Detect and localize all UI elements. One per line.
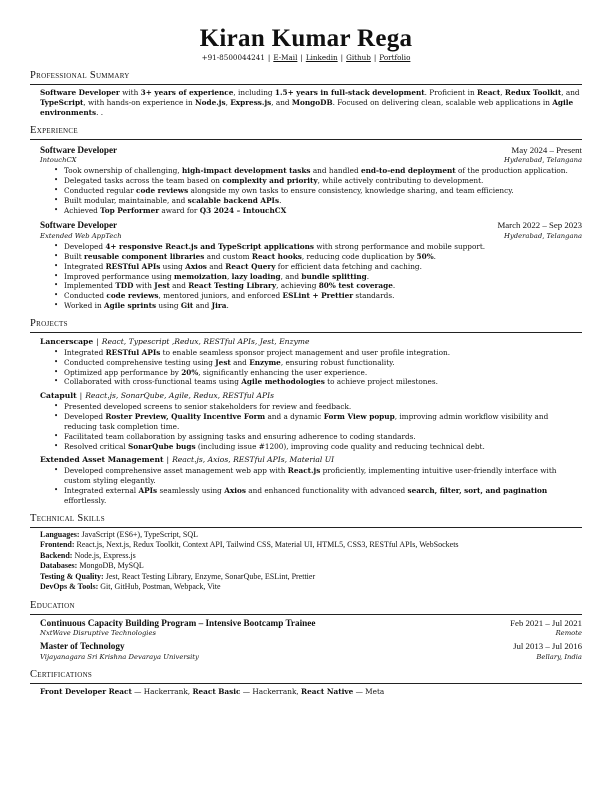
bold-text: React.js — [287, 466, 321, 476]
bullet-item — [54, 466, 582, 486]
skill-line — [40, 572, 582, 583]
bullet-list — [40, 466, 582, 505]
skill-line — [40, 530, 582, 541]
bold-text: Top Performer — [100, 205, 160, 215]
bullet-item — [54, 377, 582, 387]
bullet-item — [54, 281, 582, 291]
bullet-list — [40, 242, 582, 311]
bullet-item — [54, 402, 582, 412]
education-location: Bellary, India — [536, 653, 582, 661]
certifications-text — [30, 687, 582, 697]
education-subheader — [40, 629, 582, 638]
text-run: , mentored juniors, and enforced — [158, 291, 283, 301]
text-run: , — [500, 87, 505, 97]
bold-text: 20% — [181, 367, 199, 377]
education-location: Remote — [555, 629, 582, 638]
job-role: Software Developer — [40, 144, 118, 155]
section-title-summary: Professional Summary — [30, 69, 582, 85]
bold-text: Git — [180, 301, 194, 311]
bullet-list — [40, 166, 582, 215]
contact-separator: | — [300, 53, 303, 63]
text-run: using — [160, 261, 186, 271]
bold-text: lazy loading — [231, 271, 281, 281]
text-run: , including — [233, 87, 275, 97]
bold-text: Software Developer — [40, 87, 120, 97]
bold-text: ESLint + Prettier — [282, 291, 354, 301]
project-tech-stack: React.js, SonarQube, Agile, Redux, RESTful APIs — [85, 391, 275, 401]
bullet-list — [40, 402, 582, 451]
text-run: . — [392, 281, 396, 291]
bold-text: Redux Toolkit — [504, 87, 562, 97]
text-run: and enhanced functionality with advanced — [245, 486, 408, 496]
bold-text: code reviews — [136, 185, 189, 195]
skill-line — [40, 540, 582, 551]
skill-label: Frontend: — [40, 540, 75, 550]
bold-text: high-impact development tasks — [182, 166, 311, 176]
text-run: to enable seamless sponsor project management and user profile integration. — [160, 347, 451, 357]
section-title-experience: Experience — [30, 124, 582, 140]
text-run: Conducted comprehensive testing using — [64, 357, 216, 367]
bold-text: React Native — [301, 686, 354, 696]
text-run: , significantly enhancing the user experience. — [198, 367, 368, 377]
bold-text: Enzyme — [249, 357, 281, 367]
job-date: March 2022 – Sep 2023 — [497, 220, 582, 231]
job-company: Extended Web AppTech — [40, 232, 122, 241]
project-header — [40, 391, 582, 401]
bold-text: Roster Preview, Quality Incentive Form — [105, 412, 266, 422]
text-run: Developed comprehensive asset management web app with — [64, 466, 288, 476]
bold-text: TypeScript — [40, 97, 84, 107]
bullet-item — [54, 412, 582, 432]
text-run: , while actively contributing to development. — [317, 176, 484, 186]
text-run: , reducing code duplication by — [301, 251, 417, 261]
skill-value: Jest, React Testing Library, Enzyme, SonarQube, ESLint, Prettier — [105, 571, 316, 581]
bullet-item — [54, 252, 582, 262]
bullet-item — [54, 368, 582, 378]
summary-text — [30, 88, 582, 118]
text-run: seamlessly using — [157, 486, 225, 496]
project-separator: | — [79, 391, 83, 401]
job-location: Hyderabad, Telangana — [504, 232, 582, 241]
bullet-item — [54, 486, 582, 506]
bold-text: 80% test coverage — [318, 281, 393, 291]
text-run: . . — [96, 107, 104, 117]
text-run: . — [279, 195, 282, 205]
project-name: Lancerscape — [40, 336, 94, 346]
job-header — [40, 144, 582, 157]
text-run: with — [119, 87, 141, 97]
text-run: standards. — [353, 291, 395, 301]
text-run: Integrated external — [64, 486, 139, 496]
bold-text: code reviews — [106, 291, 159, 301]
candidate-name: Kiran Kumar Rega — [199, 25, 413, 52]
text-run: Collaborated with cross-functional teams using — [64, 377, 242, 387]
project-tech-stack: React, Typescript ,Redux, RESTful APIs, Jest, Enzyme — [101, 336, 310, 346]
text-run: , with hands-on experience in — [83, 97, 195, 107]
bold-text: end-to-end deployment — [360, 166, 456, 176]
bold-text: scalable backend APIs — [187, 195, 280, 205]
education-list — [30, 617, 582, 662]
bold-text: React hooks — [251, 251, 302, 261]
text-run: . Proficient in — [424, 87, 477, 97]
section-title-education: Education — [30, 599, 582, 615]
bold-text: complexity and priority — [222, 176, 318, 186]
bold-text: Q3 2024 – IntouchCX — [199, 205, 287, 215]
bold-text: Jest — [154, 281, 170, 291]
bold-text: Agile environments — [40, 97, 574, 117]
text-run: Took ownership of challenging, — [64, 166, 182, 176]
text-run: — Hackerrank, — [131, 686, 193, 696]
text-run: , and — [280, 271, 302, 281]
text-run: of the production application. — [455, 166, 568, 176]
bold-text: 1.5+ years in full-stack development — [274, 87, 425, 97]
education-header — [40, 617, 582, 630]
skill-label: DevOps & Tools: — [40, 582, 99, 592]
bullet-item — [54, 358, 582, 368]
section-title-projects: Projects — [30, 317, 582, 333]
bold-text: React — [477, 87, 501, 97]
skill-label: Databases: — [40, 561, 78, 571]
contact-separator: | — [373, 53, 377, 63]
text-run: Presented developed screens to senior stakeholders for review and feedback. — [64, 402, 352, 412]
education-institution: Vijayanagara Sri Krishna Devaraya University — [40, 653, 199, 661]
bold-text: search, filter, sort, and pagination — [407, 486, 548, 496]
text-run: Developed — [64, 412, 106, 422]
portfolio-link[interactable]: Portfolio — [379, 53, 411, 63]
bold-text: 4+ responsive React.js and TypeScript applications — [105, 242, 315, 252]
text-run: effortlessly. — [64, 495, 107, 505]
experience-list — [30, 144, 582, 311]
bullet-item — [54, 166, 582, 176]
education-subheader — [40, 653, 582, 662]
education-header — [40, 640, 582, 653]
bullet-item — [54, 291, 582, 301]
bullet-item — [54, 186, 582, 196]
job-company: IntouchCX — [40, 156, 77, 165]
text-run: Developed — [64, 242, 106, 252]
text-run: Conducted regular — [64, 185, 137, 195]
text-run: , ensuring robust functionality. — [280, 357, 395, 367]
text-run: . Focused on delivering clean, scalable web applications in — [332, 97, 553, 107]
education-degree: Master of Technology — [40, 641, 125, 652]
projects-list — [30, 337, 582, 506]
bold-text: RESTful APIs — [105, 347, 161, 357]
bullet-list — [40, 348, 582, 387]
project-entry — [30, 391, 582, 451]
bold-text: memoization — [174, 271, 227, 281]
project-entry — [30, 455, 582, 505]
text-run: and — [169, 281, 189, 291]
project-separator: | — [166, 455, 170, 465]
text-run: (including issue #1200), improving code quality and reducing technical debt. — [195, 441, 485, 451]
project-header — [40, 337, 582, 347]
skill-value: Node.js, Express.js — [74, 550, 136, 560]
education-date: Jul 2013 – Jul 2016 — [513, 641, 582, 652]
contact-line — [30, 53, 582, 63]
text-run: Integrated — [64, 261, 106, 271]
text-run: award for — [159, 205, 200, 215]
text-run: , — [225, 97, 231, 107]
project-entry — [30, 337, 582, 387]
text-run: Built modular, maintainable, and — [64, 195, 188, 205]
skill-value: JavaScript (ES6+), TypeScript, SQL — [81, 529, 199, 539]
bold-text: bundle splitting — [301, 271, 367, 281]
text-run: , — [226, 271, 232, 281]
text-run: to achieve project milestones. — [324, 377, 438, 387]
text-run: with strong performance and mobile support. — [314, 242, 486, 252]
bold-text: React Testing Library — [188, 281, 277, 291]
bullet-item — [54, 272, 582, 282]
bold-text: Front Developer React — [40, 686, 132, 696]
job-entry — [30, 144, 582, 216]
skill-label: Backend: — [40, 550, 73, 560]
bold-text: 50% — [416, 251, 434, 261]
skill-label: Languages: — [40, 529, 80, 539]
bold-text: reusable component libraries — [83, 251, 205, 261]
text-run: and a dynamic — [265, 412, 324, 422]
bold-text: Node.js — [194, 97, 226, 107]
section-title-certifications: Certifications — [30, 668, 582, 684]
project-header — [40, 455, 582, 465]
bold-text: Agile methodologies — [241, 377, 325, 387]
education-date: Feb 2021 – Jul 2021 — [510, 617, 582, 628]
text-run: alongside my own tasks to ensure consistency, knowledge sharing, and team efficiency. — [188, 185, 514, 195]
skill-value: MongoDB, MySQL — [79, 561, 144, 571]
bold-text: React Query — [225, 261, 276, 271]
education-degree: Continuous Capacity Building Program – Intensive Bootcamp Trainee — [40, 617, 316, 628]
text-run: Built — [64, 251, 84, 261]
project-tech-stack: React.js, Axios, RESTful APIs, Material UI — [172, 455, 335, 465]
text-run: , improving admin workflow visibility and reducing task completion time. — [64, 412, 549, 431]
text-run: Resolved critical — [64, 441, 128, 451]
contact-separator: | — [267, 53, 271, 63]
text-run: — Hackerrank, — [240, 686, 302, 696]
skill-value: React.js, Next.js, Redux Toolkit, Context API, Tailwind CSS, Material UI, HTML5, CSS3, RESTful APIs, WebSockets — [76, 540, 459, 550]
bullet-item — [54, 242, 582, 252]
skill-line — [40, 561, 582, 572]
github-link[interactable]: Github — [346, 53, 371, 63]
bold-text: TDD — [115, 281, 134, 291]
text-run: Implemented — [64, 281, 116, 291]
bold-text: 3+ years of experience — [140, 87, 234, 97]
bullet-item — [54, 262, 582, 272]
bold-text: APIs — [138, 486, 158, 496]
text-run: and — [206, 261, 226, 271]
text-run: and handled — [310, 166, 361, 176]
skill-label: Testing & Quality: — [40, 571, 104, 581]
education-entry — [30, 617, 582, 639]
email-link[interactable]: E-Mail — [273, 53, 298, 63]
text-run: — Meta — [353, 686, 385, 696]
skills-list — [30, 530, 582, 593]
text-run: Worked in — [64, 301, 104, 311]
text-run: Achieved — [64, 205, 101, 215]
bold-text: Agile sprints — [103, 301, 157, 311]
bullet-item — [54, 348, 582, 358]
bold-text: React Basic — [192, 686, 241, 696]
job-entry — [30, 219, 582, 310]
bold-text: Jira — [211, 301, 227, 311]
bold-text: Express.js — [230, 97, 272, 107]
text-run: Facilitated team collaboration by assigning tasks and ensuring adherence to coding standards. — [64, 431, 416, 441]
bold-text: SonarQube bugs — [127, 441, 196, 451]
bullet-item — [54, 301, 582, 311]
text-run: using — [156, 301, 181, 311]
skill-line — [40, 551, 582, 562]
education-institution: NxtWave Disruptive Technologies — [40, 629, 156, 638]
text-run: Improved performance using — [64, 271, 175, 281]
bold-text: Form View popup — [323, 412, 395, 422]
education-entry — [30, 640, 582, 662]
text-run: for efficient data fetching and caching. — [275, 261, 422, 271]
job-header — [40, 219, 582, 232]
text-run: . — [366, 271, 370, 281]
text-run: Conducted — [64, 291, 107, 301]
project-name: Extended Asset Management — [40, 455, 164, 465]
section-title-skills: Technical Skills — [30, 512, 582, 528]
text-run: Optimized app performance by — [64, 367, 182, 377]
text-run: , achieving — [276, 281, 319, 291]
bold-text: RESTful APIs — [105, 261, 161, 271]
bullet-item — [54, 206, 582, 216]
bold-text: Axios — [224, 486, 246, 496]
text-run: and — [193, 301, 212, 311]
bold-text: Axios — [185, 261, 207, 271]
job-location: Hyderabad, Telangana — [504, 156, 582, 165]
skill-value: Git, GitHub, Postman, Webpack, Vite — [100, 582, 221, 592]
text-run: proficiently, implementing intuitive user-friendly interface with custom styling elegantly. — [64, 466, 557, 486]
text-run: , and — [561, 87, 580, 97]
contact-separator: | — [340, 53, 344, 63]
linkedin-link[interactable]: Linkedin — [305, 53, 338, 63]
job-date: May 2024 – Present — [511, 144, 582, 155]
bullet-item — [54, 432, 582, 442]
text-run: Delegated tasks across the team based on — [64, 176, 223, 186]
project-separator: | — [96, 336, 99, 346]
text-run: and custom — [204, 251, 252, 261]
job-subheader — [40, 156, 582, 165]
phone-number: +91-8500044241 — [201, 53, 265, 63]
text-run: with — [133, 281, 155, 291]
text-run: and — [230, 357, 250, 367]
text-run: Integrated — [64, 347, 106, 357]
bold-text: MongoDB — [291, 97, 333, 107]
text-run: , and — [271, 97, 292, 107]
job-subheader — [40, 232, 582, 241]
text-run: . — [433, 251, 436, 261]
project-name: Catapult — [40, 391, 77, 401]
bullet-item — [54, 176, 582, 186]
bullet-item — [54, 442, 582, 452]
bullet-item — [54, 196, 582, 206]
bold-text: Jest — [215, 357, 231, 367]
skill-line — [40, 582, 582, 593]
job-role: Software Developer — [40, 220, 118, 231]
text-run: . — [226, 301, 229, 311]
